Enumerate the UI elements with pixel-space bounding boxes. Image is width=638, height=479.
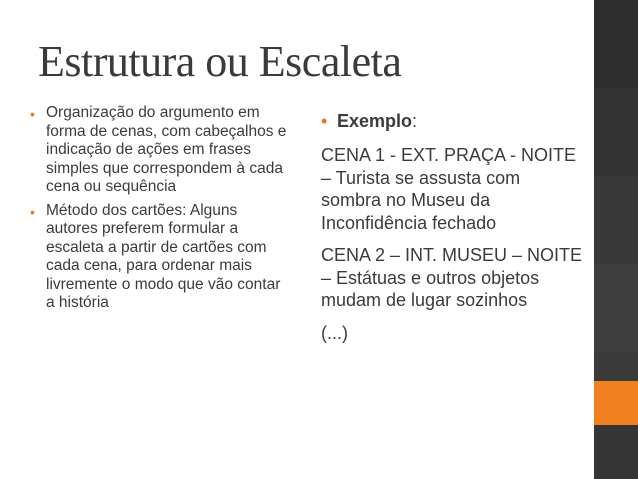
scene-paragraph: CENA 1 - EXT. PRAÇA - NOITE – Turista se assusta com sombra no Museu da Inconfidência fechado bbox=[321, 145, 577, 233]
sidebar-block bbox=[594, 0, 638, 88]
bullet-icon: • bbox=[30, 203, 35, 220]
orange-accent-square bbox=[594, 381, 638, 425]
bullet-icon: • bbox=[321, 111, 328, 131]
right-column bbox=[321, 111, 583, 354]
sidebar-block bbox=[594, 176, 638, 264]
sidebar-block bbox=[594, 88, 638, 176]
bullet-item bbox=[30, 104, 288, 197]
bullet-item bbox=[30, 202, 288, 313]
sidebar-block bbox=[594, 425, 638, 479]
scene-paragraph: CENA 2 – INT. MUSEU – NOITE – Estátuas e outros objetos mudam de lugar sozinhos bbox=[321, 245, 583, 310]
sidebar-block bbox=[594, 264, 638, 352]
example-colon: : bbox=[412, 111, 418, 131]
ellipsis-paragraph: (...) bbox=[321, 322, 348, 343]
example-label: Exemplo bbox=[337, 111, 413, 131]
bullet-icon: • bbox=[30, 106, 35, 122]
example-heading bbox=[321, 111, 583, 132]
slide-title: Estrutura ou Escaleta bbox=[38, 37, 402, 86]
decorative-sidebar bbox=[594, 0, 638, 479]
bullet-text: Organização do argumento em forma de cenas, com cabeçalhos e indicação de ações em frases simples que correspondem à cada cena ou sequência bbox=[46, 104, 287, 195]
left-column bbox=[30, 104, 288, 318]
bullet-text: Método dos cartões: Alguns autores preferem formular a escaleta a partir de cartões com cada cena, para ordenar mais livremente o modo que vão contar a história bbox=[46, 201, 281, 311]
